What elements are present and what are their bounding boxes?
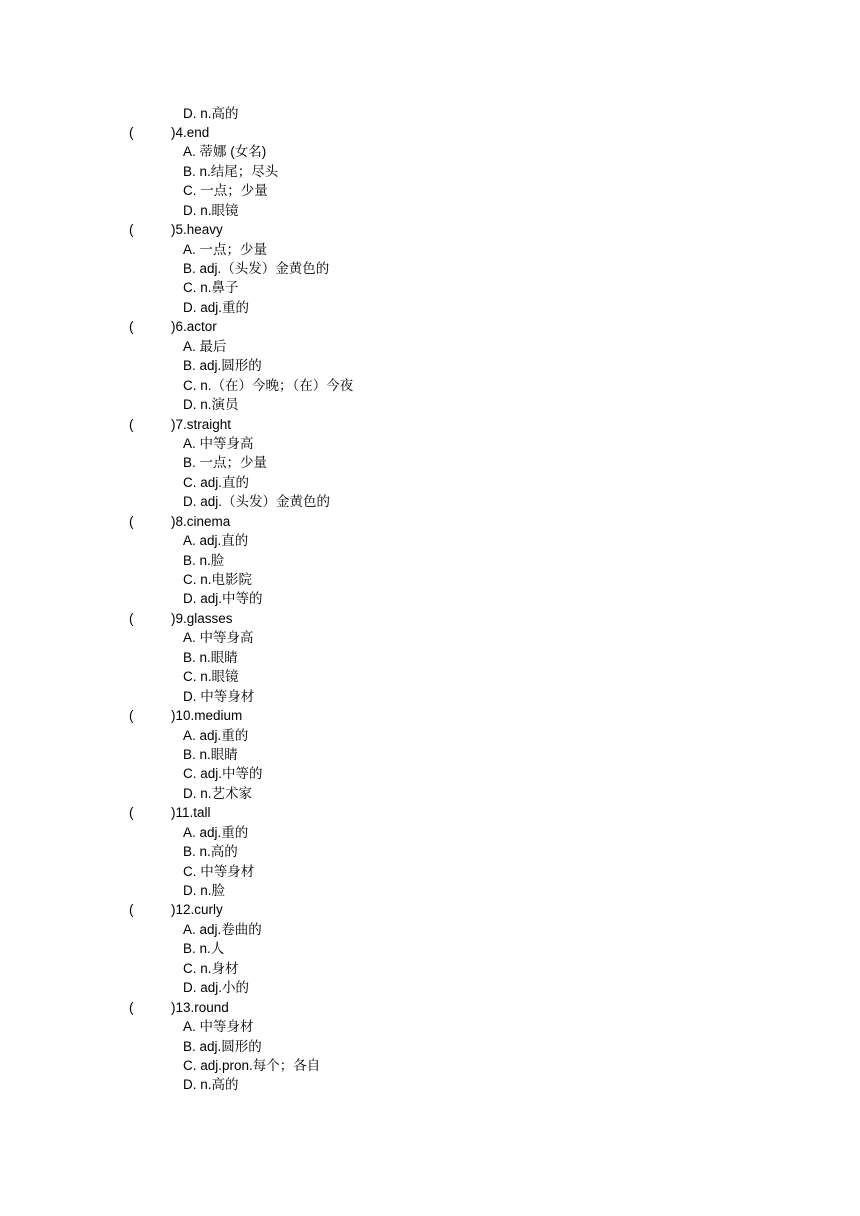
question-word: )5.heavy — [171, 222, 223, 238]
option-line — [0, 745, 860, 764]
answer-blank-open: ( — [129, 416, 134, 432]
option-line — [0, 939, 860, 958]
option-line — [0, 842, 860, 861]
option-text: A. adj.重的 — [183, 727, 249, 743]
option-line — [0, 628, 860, 647]
question-word: )11.tall — [171, 805, 211, 821]
option-text: C. adj.直的 — [183, 474, 250, 490]
question-line — [0, 998, 860, 1017]
option-text: D. n.脸 — [183, 883, 226, 898]
option-text: C. adj.pron.每个；各自 — [183, 1057, 321, 1073]
answer-blank-open: ( — [129, 999, 134, 1015]
answer-blank-open: ( — [129, 319, 134, 335]
question-list — [0, 104, 860, 1095]
answer-blank-open: ( — [129, 805, 134, 821]
option-text: A. adj.直的 — [183, 533, 249, 549]
answer-blank-open: ( — [129, 708, 134, 724]
option-line — [0, 142, 860, 161]
option-line — [0, 337, 860, 356]
option-text: A. adj.重的 — [183, 824, 249, 840]
option-line — [0, 492, 860, 511]
option-text: A. adj.卷曲的 — [183, 921, 262, 937]
option-text: D. 中等身材 — [183, 688, 255, 704]
answer-blank-open: ( — [129, 124, 134, 140]
option-text: D. n.高的 — [183, 1077, 239, 1093]
option-line — [0, 201, 860, 220]
answer-blank-open: ( — [129, 222, 134, 238]
option-line — [0, 920, 860, 939]
option-line — [0, 1056, 860, 1075]
option-text: B. adj.圆形的 — [183, 1038, 262, 1054]
option-line — [0, 531, 860, 550]
question-line — [0, 317, 860, 336]
question-word: )8.cinema — [171, 513, 231, 529]
option-line — [0, 1075, 860, 1094]
option-text: A. 蒂娜 (女名) — [183, 144, 267, 160]
option-text: B. adj.圆形的 — [183, 358, 262, 374]
option-text: B. n.眼睛 — [183, 649, 238, 665]
option-text: A. 一点；少量 — [183, 241, 268, 257]
option-text: B. adj.（头发）金黄色的 — [183, 261, 330, 276]
option-line — [0, 862, 860, 881]
option-text: B. n.结尾；尽头 — [183, 163, 279, 179]
option-line — [0, 551, 860, 570]
option-line — [0, 453, 860, 472]
question-line — [0, 512, 860, 531]
option-line — [0, 104, 860, 123]
option-text: C. 一点；少量 — [183, 183, 268, 199]
question-word: )13.round — [171, 999, 229, 1015]
option-line — [0, 162, 860, 181]
question-word: )10.medium — [171, 708, 243, 724]
option-text: C. n.（在）今晚；（在）今夜 — [183, 377, 354, 393]
option-text: C. n.身材 — [183, 960, 239, 976]
option-text: D. adj.中等的 — [183, 591, 263, 607]
option-line — [0, 395, 860, 414]
option-text: D. adj.（头发）金黄色的 — [183, 494, 331, 510]
option-line — [0, 687, 860, 706]
option-text: D. adj.小的 — [183, 980, 250, 996]
question-word: )6.actor — [171, 319, 217, 335]
question-line — [0, 706, 860, 725]
question-word: )9.glasses — [171, 610, 233, 626]
option-line — [0, 298, 860, 317]
option-text: D. n.眼镜 — [183, 202, 239, 218]
option-line — [0, 434, 860, 453]
option-line — [0, 667, 860, 686]
option-line — [0, 181, 860, 200]
question-line — [0, 415, 860, 434]
option-line — [0, 823, 860, 842]
option-line — [0, 978, 860, 997]
option-line — [0, 356, 860, 375]
question-line — [0, 609, 860, 628]
option-text: B. n.脸 — [183, 552, 225, 568]
answer-blank-open: ( — [129, 610, 134, 626]
option-line — [0, 589, 860, 608]
option-text: A. 最后 — [183, 338, 227, 354]
option-text: D. n.艺术家 — [183, 785, 253, 801]
option-text: C. adj.中等的 — [183, 766, 263, 782]
question-line — [0, 123, 860, 142]
question-word: )12.curly — [171, 902, 223, 918]
option-line — [0, 784, 860, 803]
option-text: C. 中等身材 — [183, 863, 255, 879]
option-line — [0, 240, 860, 259]
option-text: D. n.演员 — [183, 397, 239, 413]
option-line — [0, 764, 860, 783]
question-line — [0, 803, 860, 822]
option-line — [0, 259, 860, 278]
question-word: )7.straight — [171, 416, 232, 432]
question-line — [0, 220, 860, 239]
answer-blank-open: ( — [129, 513, 134, 529]
option-text: C. n.眼镜 — [183, 669, 239, 685]
option-text: B. 一点；少量 — [183, 455, 268, 471]
option-text: D. n.高的 — [183, 105, 239, 121]
option-text: C. n.鼻子 — [183, 280, 239, 296]
option-line — [0, 1037, 860, 1056]
question-line — [0, 900, 860, 919]
option-line — [0, 376, 860, 395]
option-text: B. n.眼睛 — [183, 746, 238, 762]
option-line — [0, 1017, 860, 1036]
option-line — [0, 959, 860, 978]
option-text: A. 中等身高 — [183, 435, 254, 451]
answer-blank-open: ( — [129, 902, 134, 918]
option-text: B. n.人 — [183, 941, 225, 957]
option-line — [0, 278, 860, 297]
option-text: D. adj.重的 — [183, 299, 250, 315]
option-line — [0, 473, 860, 492]
option-text: A. 中等身高 — [183, 630, 254, 646]
option-text: C. n.电影院 — [183, 572, 253, 587]
option-line — [0, 726, 860, 745]
option-text: A. 中等身材 — [183, 1019, 254, 1035]
question-word: )4.end — [171, 124, 210, 140]
option-text: B. n.高的 — [183, 844, 238, 860]
option-line — [0, 648, 860, 667]
option-line — [0, 570, 860, 589]
option-line — [0, 881, 860, 900]
